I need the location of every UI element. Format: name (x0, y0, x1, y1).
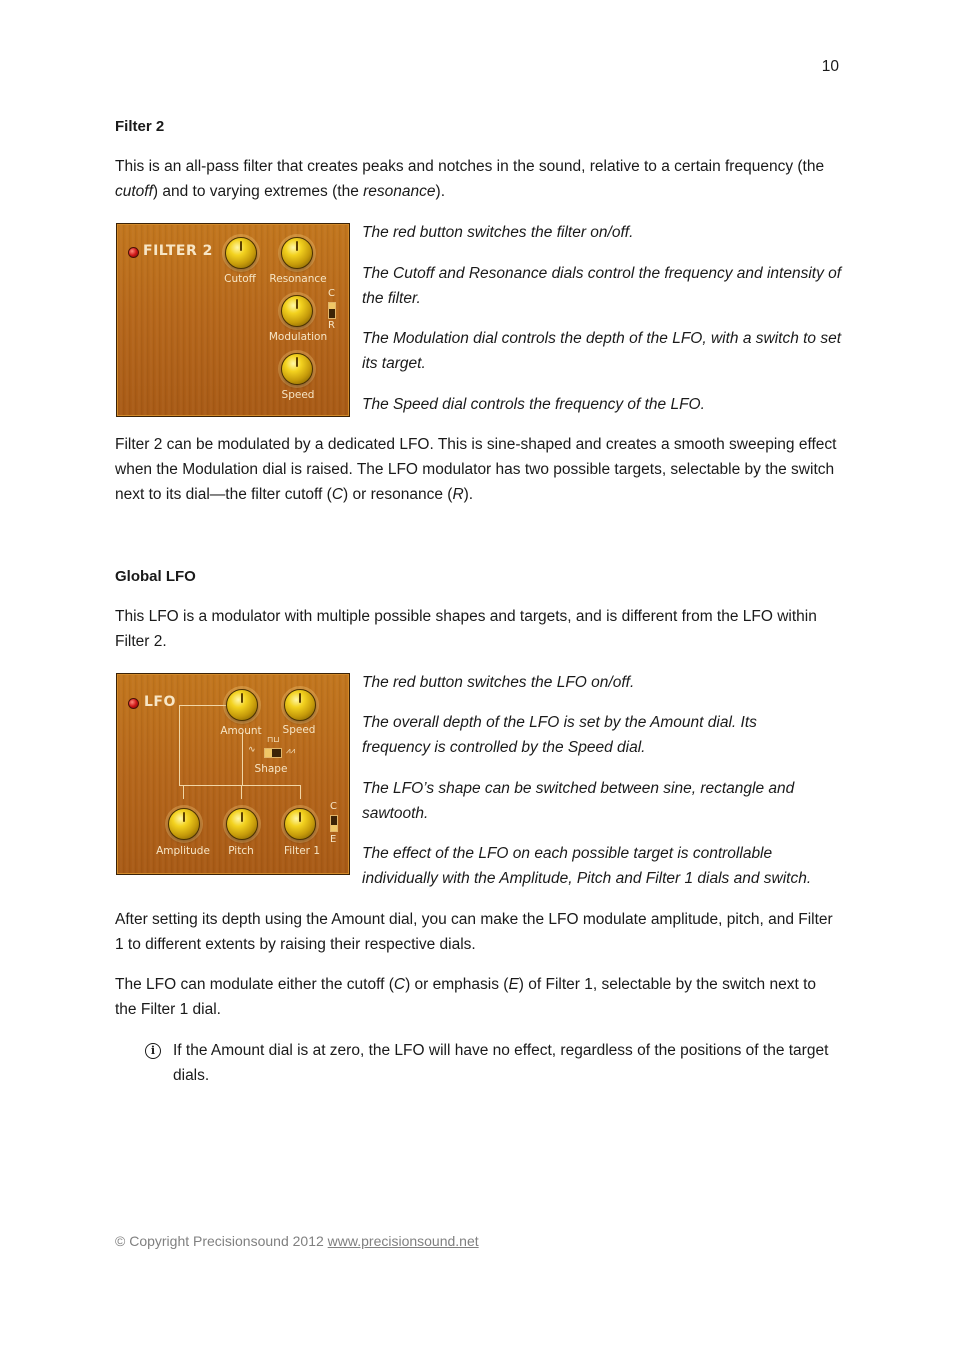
filter2-switch-c: C (328, 288, 335, 299)
filter2-caption-3: The Modulation dial controls the depth of the LFO, with a switch to set its target. (362, 330, 842, 372)
lfo-panel-title: LFO (144, 694, 176, 710)
resonance-knob-label: Resonance (269, 273, 327, 285)
global-lfo-intro: This LFO is a modulator with multiple possible shapes and targets, and is different from the LFO within Filter 2. (115, 608, 817, 650)
global-lfo-body-1: After setting its depth using the Amount dial, you can make the LFO modulate amplitude, pitch, and Filter 1 to different extents by raising their respective dials. (115, 911, 833, 953)
filter2-power-led (128, 247, 139, 258)
lfo-caption-4: The effect of the LFO on each possible target is controllable individually with the Amplitude, Pitch and Filter 1 dials and switch. (362, 845, 812, 887)
filter2-panel-title: FILTER 2 (143, 243, 213, 259)
lfo-speed-knob-label: Speed (282, 724, 316, 736)
lfo-route-line (179, 785, 301, 786)
page-number: 10 (821, 58, 839, 75)
filter2-caption-4: The Speed dial controls the frequency of the LFO. (362, 396, 705, 413)
lfo-route-line (183, 785, 184, 799)
filter1-knob-label: Filter 1 (283, 845, 321, 857)
filter2-intro: This is an all-pass filter that creates peaks and notches in the sound, relative to a certain frequency (the cutoff) and to varying extremes (the resonance). (115, 158, 825, 200)
lfo-switch-c: C (330, 801, 337, 812)
tip-text: If the Amount dial is at zero, the LFO will have no effect, regardless of the positions of the target dials. (173, 1042, 829, 1084)
shape-label: Shape (254, 763, 288, 775)
amplitude-knob-label: Amplitude (156, 845, 210, 857)
amount-knob-icon (226, 689, 258, 721)
filter2-switch-r: R (328, 320, 335, 331)
pitch-knob-label: Pitch (228, 845, 254, 857)
sine-shape-icon: ∿ (248, 745, 256, 755)
modulation-knob-icon (281, 295, 313, 327)
lfo-power-led (128, 698, 139, 709)
lfo-route-line (300, 785, 301, 799)
lfo-route-line (241, 785, 242, 799)
lfo-caption-2: The overall depth of the LFO is set by the Amount dial. Its frequency is controlled by the Speed dial. (362, 714, 757, 756)
amount-knob-label: Amount (220, 725, 262, 737)
resonance-knob-icon (281, 237, 313, 269)
sawtooth-shape-icon: ⩘⩘ (286, 746, 296, 755)
lfo-caption-1: The red button switches the LFO on/off. (362, 674, 635, 691)
speed-knob-label: Speed (281, 389, 315, 401)
rectangle-shape-icon: ⊓⊔ (267, 735, 280, 744)
filter1-target-switch-icon (330, 815, 338, 832)
lfo-route-line (179, 705, 180, 785)
pitch-knob-icon (226, 808, 258, 840)
lfo-route-line (179, 705, 227, 706)
filter1-knob-icon (284, 808, 316, 840)
speed-knob-icon (281, 353, 313, 385)
amplitude-knob-icon (168, 808, 200, 840)
filter2-caption-1: The red button switches the filter on/off. (362, 224, 634, 241)
global-lfo-heading: Global LFO (115, 568, 196, 585)
filter2-heading: Filter 2 (115, 118, 165, 135)
filter2-panel-image (116, 223, 350, 417)
website-link[interactable]: www.precisionsound.net (327, 1233, 479, 1249)
info-icon: i (145, 1043, 161, 1059)
cutoff-knob-icon (225, 237, 257, 269)
lfo-switch-e: E (330, 834, 337, 845)
modulation-knob-label: Modulation (268, 331, 328, 343)
filter2-caption-2: The Cutoff and Resonance dials control the frequency and intensity of the filter. (362, 265, 842, 307)
copyright-text: © Copyright Precisionsound 2012 (115, 1233, 324, 1249)
footer (115, 1233, 479, 1249)
lfo-caption-3: The LFO’s shape can be switched between sine, rectangle and sawtooth. (362, 780, 795, 822)
shape-switch-icon (264, 748, 282, 758)
global-lfo-body-2: The LFO can modulate either the cutoff (C) or emphasis (E) of Filter 1, selectable by the switch next to the Filter 1 dial. (115, 976, 817, 1018)
lfo-speed-knob-icon (284, 689, 316, 721)
lfo-panel-image (116, 673, 350, 875)
lfo-route-line (242, 732, 243, 785)
cutoff-knob-label: Cutoff (224, 273, 256, 285)
filter2-target-switch-icon (328, 302, 336, 319)
filter2-body: Filter 2 can be modulated by a dedicated LFO. This is sine-shaped and creates a smooth sweeping effect when the Modulation dial is raised. The LFO modulator has two possible targets, selectable by the switch next to its dial—the filter cutoff (C) or resonance (R). (115, 436, 837, 503)
